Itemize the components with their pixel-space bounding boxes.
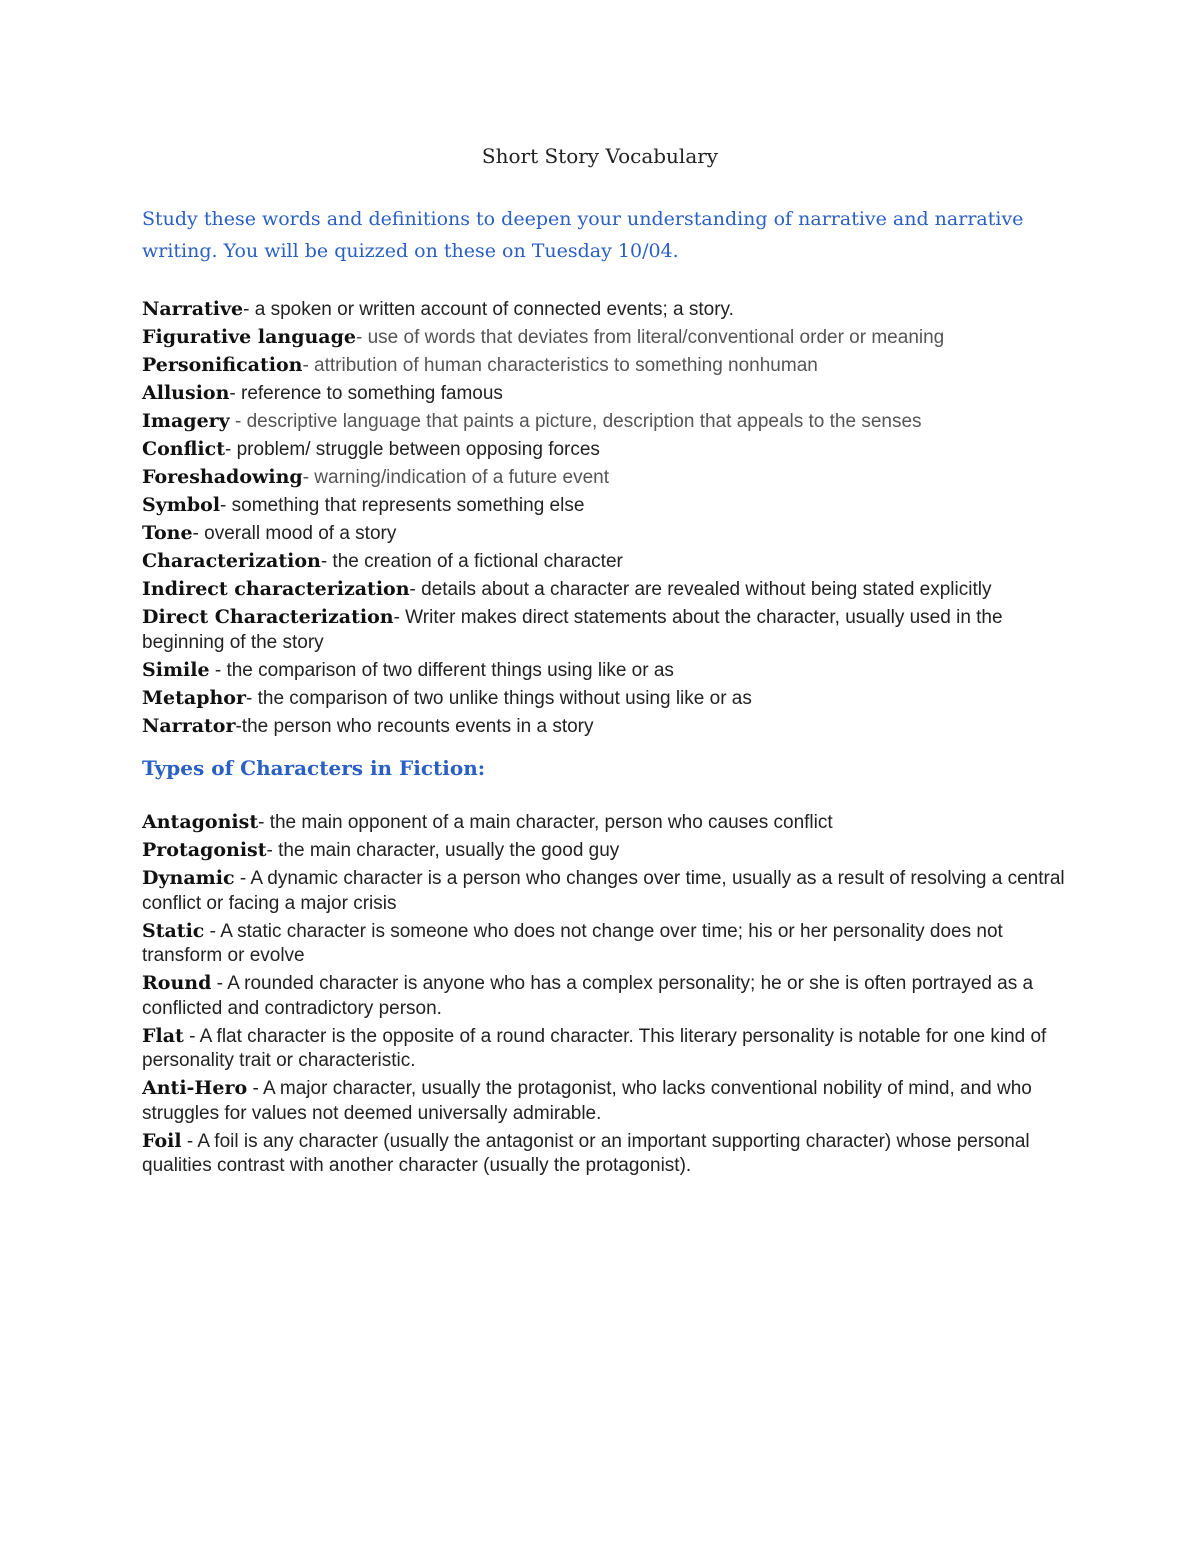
vocab-term: Personification [142,354,303,376]
vocab-entry [142,409,1072,435]
vocab-term: Narrative [142,298,244,320]
vocab-term: Figurative language [142,326,356,348]
character-type-term: Dynamic [142,867,235,889]
character-type-entry [142,971,1072,1021]
vocab-definition: - descriptive language that paints a picture, description that appeals to the senses [229,411,922,432]
vocab-entry [142,577,1072,603]
character-type-definition: - A static character is someone who does not change over time; his or her personality does not transform or evolve [142,920,1003,966]
character-type-term: Anti-Hero [142,1077,248,1099]
page-title: Short Story Vocabulary [481,144,719,168]
character-type-definition: - A foil is any character (usually the antagonist or an important supporting character) whose personal qualities contrast with another character (usually the protagonist). [142,1130,1030,1176]
vocab-term: Simile [142,658,210,681]
character-type-entry [142,1129,1072,1179]
vocab-definition: - something that represents something else [220,495,585,516]
character-type-entry [142,810,1072,836]
vocab-term: Conflict [142,438,225,460]
character-type-definition: - the main character, usually the good guy [266,840,620,861]
character-type-term: Static [142,919,205,942]
vocab-definition: - a spoken or written account of connected events; a story. [243,299,734,320]
vocabulary-list [142,297,1072,742]
vocab-entry [142,353,1072,379]
vocab-term: Foreshadowing [142,466,303,488]
vocab-term: Indirect characterization [142,578,410,600]
vocab-term: Tone [142,522,193,544]
vocab-definition: - problem/ struggle between opposing forces [225,439,600,460]
character-type-term: Round [142,972,212,994]
vocab-term: Metaphor [142,686,246,709]
vocab-definition: - the comparison of two unlike things without using like or as [246,687,752,709]
character-types-list [142,810,1072,1181]
character-type-entry [142,1024,1072,1074]
vocab-definition: - use of words that deviates from literal/conventional order or meaning [356,327,945,348]
vocab-definition: - the creation of a fictional character [320,551,623,572]
vocab-entry [142,549,1072,575]
vocab-definition: - details about a character are revealed without being stated explicitly [409,579,992,600]
vocab-definition: - reference to something famous [229,383,503,404]
vocab-entry [142,465,1072,491]
character-type-definition: - the main opponent of a main character, person who causes conflict [258,812,833,833]
vocab-entry [142,297,1072,323]
vocab-term: Symbol [142,494,221,516]
character-type-entry [142,866,1072,916]
vocab-definition: - attribution of human characteristics to something nonhuman [302,355,818,376]
vocab-entry [142,658,1072,684]
vocab-term: Direct Characterization [142,606,394,628]
vocab-entry [142,437,1072,463]
vocab-definition: - warning/indication of a future event [302,467,609,488]
vocab-definition: -the person who recounts events in a story [235,715,594,737]
vocab-definition: - Writer makes direct statements about the character, usually used in the beginning of the story [142,607,1003,653]
vocab-entry [142,381,1072,407]
vocab-entry [142,521,1072,547]
character-type-definition: - A rounded character is anyone who has a complex personality; he or she is often portrayed as a conflicted and contradictory person. [142,973,1034,1019]
vocab-definition: - the comparison of two different things using like or as [209,659,674,681]
character-type-term: Foil [142,1129,182,1152]
vocab-term: Imagery [142,410,230,432]
vocab-term: Characterization [142,550,321,572]
types-heading: Types of Characters in Fiction: [142,756,486,780]
character-type-entry [142,1076,1072,1126]
vocab-entry [142,605,1072,655]
character-type-definition: - A flat character is the opposite of a round character. This literary personality is notable for one kind of personality trait or characteristic. [142,1025,1047,1071]
vocab-entry [142,686,1072,712]
character-type-term: Flat [142,1024,184,1047]
vocab-entry [142,714,1072,740]
character-type-term: Antagonist [142,811,259,833]
vocab-definition: - overall mood of a story [192,523,397,544]
character-type-definition: - A dynamic character is a person who changes over time, usually as a result of resolving a central conflict or facing a major crisis [142,868,1065,914]
vocab-term: Narrator [142,714,236,737]
character-type-term: Protagonist [142,839,267,861]
character-type-entry [142,838,1072,864]
intro-paragraph: Study these words and definitions to deepen your understanding of narrative and narrative writing. You will be quizzed on these on Tuesday 10/04. [142,208,1024,262]
vocab-term: Allusion [142,382,230,404]
character-type-entry [142,919,1072,969]
vocab-entry [142,325,1072,351]
character-type-definition: - A major character, usually the protagonist, who lacks conventional nobility of mind, and who struggles for values not deemed universally admirable. [142,1078,1032,1124]
vocab-entry [142,493,1072,519]
